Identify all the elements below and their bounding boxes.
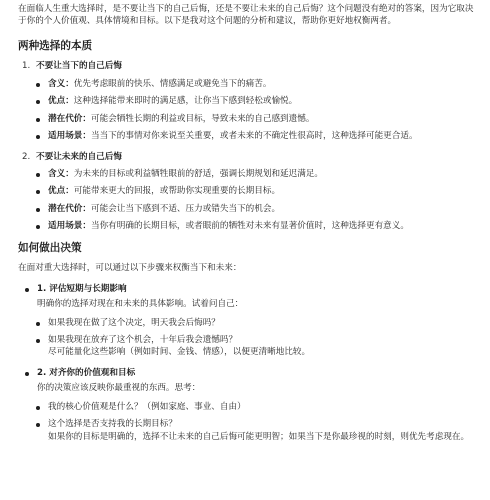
item-text: 我的核心价值观是什么？（例如家庭、事业、自由）	[48, 401, 246, 412]
list-item	[18, 334, 476, 359]
list-item	[18, 220, 476, 232]
item-text: 可能会让当下感到不适、压力或错失当下的机会。	[90, 203, 281, 214]
item-text: 如果我现在放弃了这个机会，十年后我会遗憾吗？	[48, 334, 238, 345]
list-item	[18, 401, 476, 413]
list-item	[18, 113, 476, 125]
section-heading-decision: 如何做出决策	[18, 241, 82, 254]
subsection-number: 1.	[22, 61, 31, 72]
list-item	[18, 78, 476, 90]
item-text: 这种选择能带来即时的满足感，让你当下感到轻松或愉悦。	[73, 96, 298, 107]
item-text: 当你有明确的长期目标，或者眼前的牺牲对未来有显著价值时，这种选择更有意义。	[90, 221, 409, 232]
item-term: 适用场景：	[48, 131, 91, 142]
subsection-heading	[22, 60, 476, 72]
list-item	[18, 203, 476, 215]
step-heading: 1. 评估短期与长期影响	[22, 283, 476, 295]
subsection-heading	[22, 151, 476, 163]
item-term: 优点：	[48, 186, 74, 197]
item-text: 当当下的事情对你来说至关重要，或者未来的不确定性很高时，这种选择可能更合适。	[90, 131, 418, 142]
step-heading: 2. 对齐你的价值观和目标	[22, 367, 476, 379]
section-heading-essence: 两种选择的本质	[18, 39, 93, 52]
section-lead: 在面对重大选择时，可以通过以下步骤来权衡当下和未来：	[18, 263, 242, 274]
item-term: 含义：	[48, 78, 74, 89]
step-description: 你的决策应该反映你最重视的东西。思考：	[37, 383, 201, 394]
step-description: 明确你的选择对现在和未来的具体影响。试着问自己：	[37, 299, 244, 310]
subsection-title: 不要让未来的自己后悔	[36, 151, 122, 162]
item-text: 可能会牺牲长期的利益或目标，导致未来的自己感到遗憾。	[90, 113, 315, 124]
item-note: 如果你的目标是明确的，选择不让未来的自己后悔可能更明智；如果当下是你最珍视的时刻，则优先考虑现在。	[48, 431, 470, 442]
item-term: 潜在代价：	[48, 203, 91, 214]
item-text: 优先考虑眼前的快乐、情感满足或避免当下的痛苦。	[73, 78, 272, 89]
item-term: 含义：	[48, 168, 74, 179]
subsection-number: 2.	[22, 151, 31, 162]
item-text: 这个选择是否支持我的长期目标？	[48, 419, 177, 430]
item-text: 如果我现在做了这个决定，明天我会后悔吗？	[48, 317, 220, 328]
item-term: 潜在代价：	[48, 113, 91, 124]
list-item	[18, 418, 476, 443]
item-text: 为未来的目标或利益牺牲眼前的舒适，强调长期规划和延迟满足。	[73, 168, 324, 179]
intro-paragraph: 在面临人生重大选择时，是不要让当下的自己后悔，还是不要让未来的自己后悔？这个问题没有绝对的答案，因为它取决于你的个人价值观、具体情境和目标。以下是我对这个问题的分析和建议，帮助你更好地权衡两者。	[18, 4, 474, 27]
question-list	[18, 317, 476, 359]
item-term: 适用场景：	[48, 221, 91, 232]
item-term: 优点：	[48, 96, 74, 107]
list-item	[18, 95, 476, 107]
item-text: 可能带来更大的回报，或帮助你实现重要的长期目标。	[73, 186, 281, 197]
question-list	[18, 401, 476, 443]
list-item	[18, 168, 476, 180]
bullet-list	[18, 168, 476, 233]
list-item	[18, 130, 476, 142]
list-item	[18, 185, 476, 197]
item-note: 尽可能量化这些影响（例如时间、金钱、情感），以便更清晰地比较。	[48, 347, 311, 358]
list-item	[18, 317, 476, 329]
subsection-title: 不要让当下的自己后悔	[36, 61, 122, 72]
bullet-list	[18, 78, 476, 143]
